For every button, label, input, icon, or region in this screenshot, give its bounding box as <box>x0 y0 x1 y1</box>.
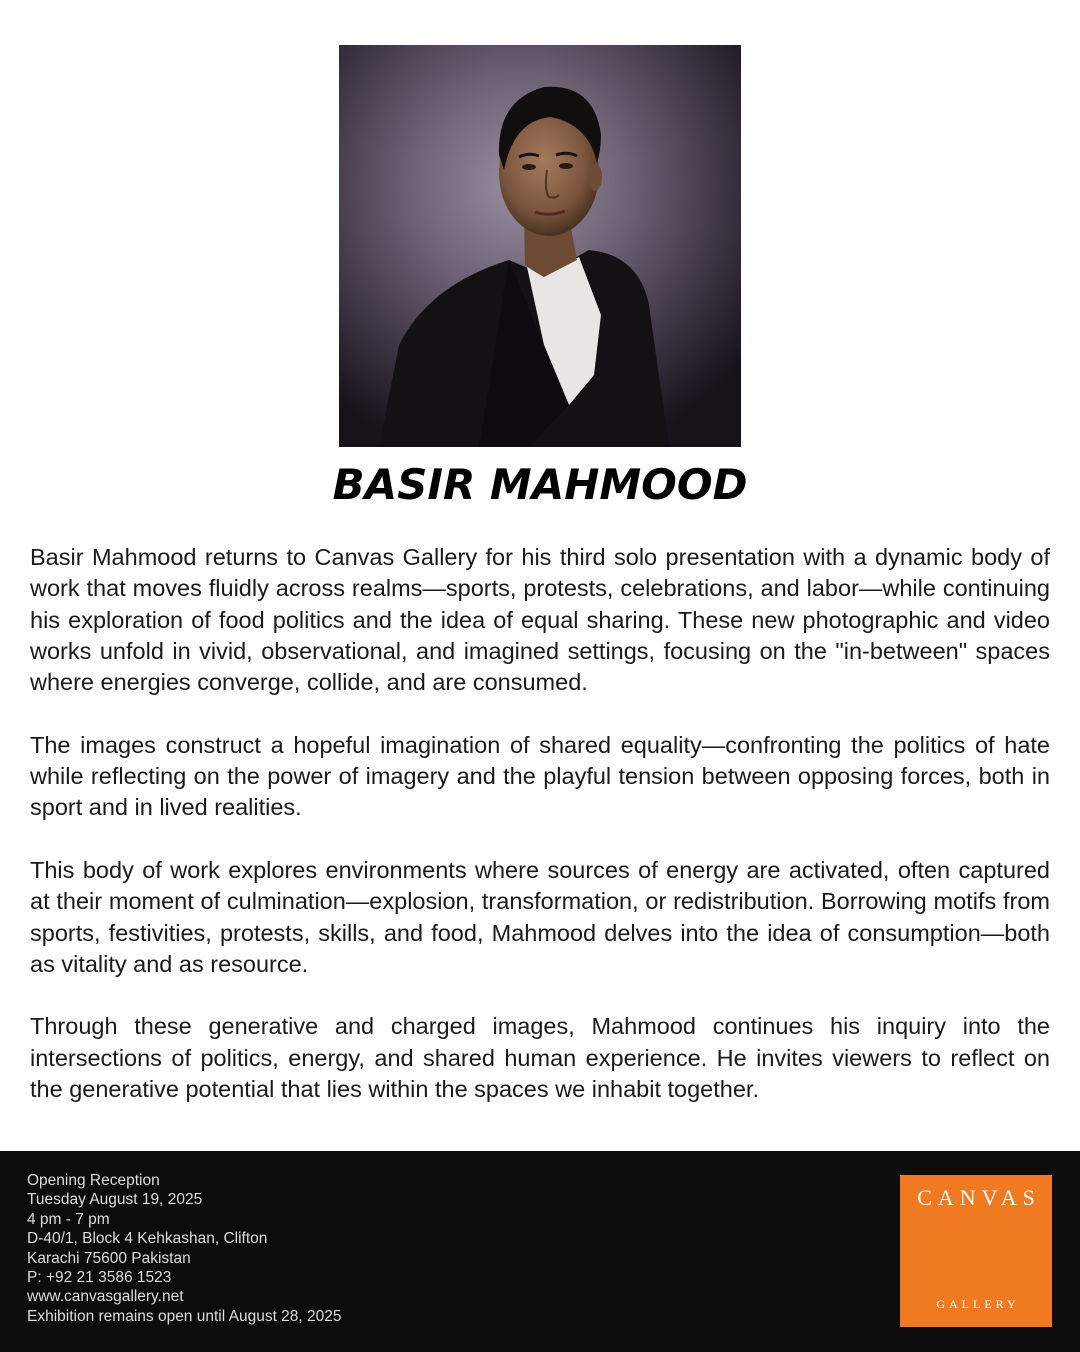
artist-portrait <box>339 45 741 447</box>
artist-name: BASIR MAHMOOD <box>332 460 748 509</box>
logo-canvas-text: CANVAS <box>917 1185 1041 1210</box>
logo-gallery-text: GALLERY <box>936 1297 1020 1311</box>
statement-paragraph: This body of work explores environments where sources of energy are activated, often captured at their moment of culmination—explosion, transformation, or redistribution. Borrowing motifs from sports, festivities, protests, skills, and food, Mahmood delves into the idea of consumption—both as vitality and as resource. <box>30 856 1050 977</box>
exhibition-statement <box>30 542 1050 1105</box>
event-info <box>27 1171 342 1326</box>
portrait-illustration <box>339 45 741 447</box>
address-line-1: D-40/1, Block 4 Kehkashan, Clifton <box>27 1230 268 1248</box>
reception-label: Opening Reception <box>27 1172 160 1189</box>
reception-time: 4 pm - 7 pm <box>27 1210 110 1228</box>
statement-paragraph: Basir Mahmood returns to Canvas Gallery for his third solo presentation with a dynamic body of work that moves fluidly across realms—sports, protests, celebrations, and labor—while continuing his exploration of food politics and the idea of equal sharing. These new photographic and video works unfold in vivid, observational, and imagined settings, focusing on the "in-between" spaces where energies converge, collide, and are consumed. <box>30 544 1050 696</box>
statement-paragraph: Through these generative and charged images, Mahmood continues his inquiry into the intersections of politics, energy, and shared human experience. He invites viewers to reflect on the generative potential that lies within the spaces we inhabit together. <box>30 1013 1050 1103</box>
reception-date: Tuesday August 19, 2025 <box>27 1191 203 1209</box>
address-line-2: Karachi 75600 Pakistan <box>27 1249 191 1267</box>
website-link[interactable]: www.canvasgallery.net <box>27 1288 184 1306</box>
phone-number: P: +92 21 3586 1523 <box>27 1269 172 1287</box>
footer-bar <box>0 1151 1080 1352</box>
statement-paragraph: The images construct a hopeful imagination of shared equality—confronting the politics of hate while reflecting on the power of imagery and the playful tension between opposing forces, both in sport and in lived realities. <box>30 731 1050 821</box>
exhibition-end-date: Exhibition remains open until August 28, 2025 <box>27 1307 342 1325</box>
canvas-gallery-logo <box>900 1175 1052 1327</box>
